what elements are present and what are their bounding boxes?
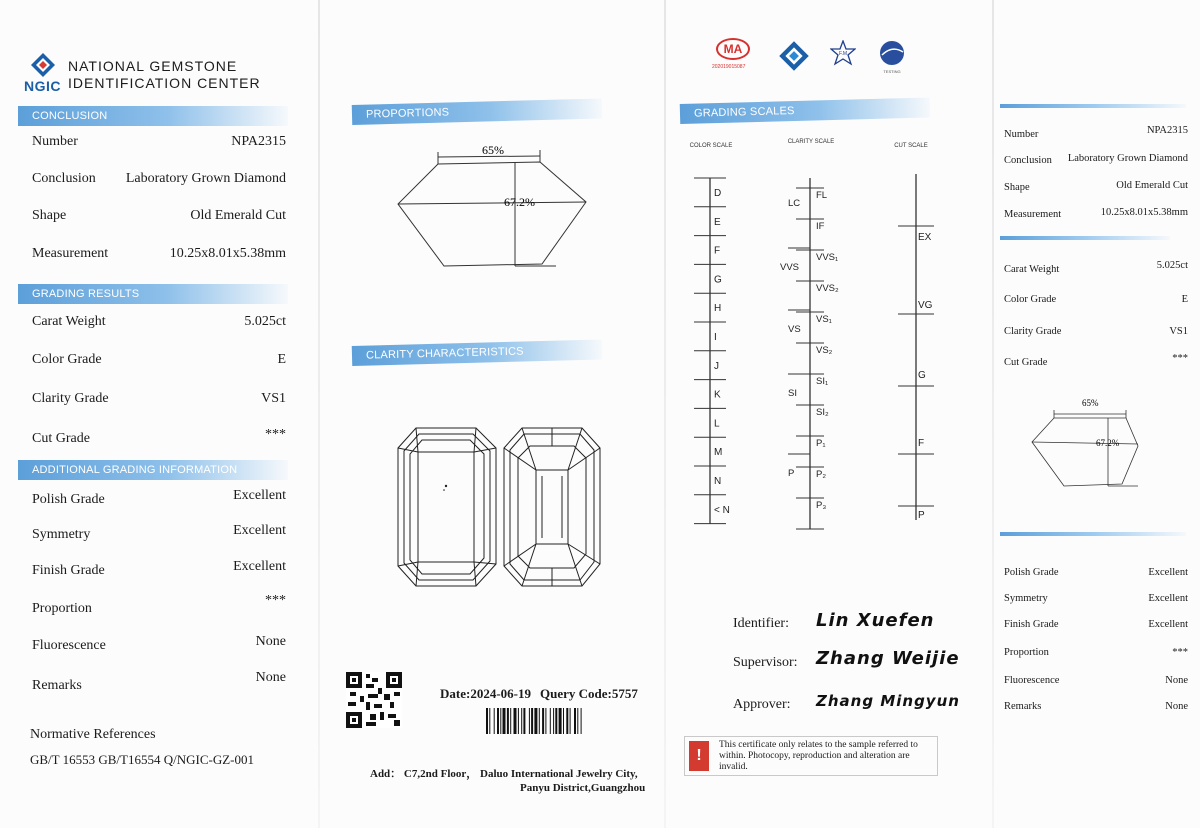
color-grade-label: E bbox=[714, 216, 721, 228]
cut-grade-label: EX bbox=[918, 232, 932, 243]
barcode-bar bbox=[510, 708, 511, 734]
barcode-bar bbox=[570, 708, 571, 734]
summary-table-percentage: 65% bbox=[1082, 398, 1099, 408]
clarity-group-label: VS bbox=[788, 324, 801, 335]
clarity-group-label: LC bbox=[788, 198, 801, 209]
summary-label: Shape bbox=[1004, 182, 1030, 193]
approver-signature: Zhang Mingyun bbox=[816, 692, 960, 710]
summary-value: Excellent bbox=[1148, 567, 1188, 578]
summary-label: Symmetry bbox=[1004, 593, 1048, 604]
barcode-bar bbox=[581, 708, 582, 734]
field-row bbox=[32, 427, 286, 451]
summary-label: Remarks bbox=[1004, 701, 1042, 712]
normative-references-codes: GB/T 16553 GB/T16554 Q/NGIC-GZ-001 bbox=[30, 752, 255, 767]
summary-value: Excellent bbox=[1148, 593, 1188, 604]
summary-row bbox=[1004, 125, 1188, 145]
query-code: Query Code:5757 bbox=[540, 686, 638, 701]
field-row bbox=[32, 670, 286, 698]
identifier-signature: Lin Xuefen bbox=[816, 610, 935, 631]
color-grade-label: G bbox=[714, 274, 722, 286]
address-line2: Panyu District,Guangzhou bbox=[520, 782, 646, 794]
field-label: Measurement bbox=[32, 246, 109, 261]
clarity-grade-label: VVS₁ bbox=[816, 252, 839, 263]
brand-name-line1: NATIONAL GEMSTONE bbox=[68, 58, 238, 74]
barcode-icon bbox=[486, 708, 628, 734]
field-value: *** bbox=[265, 427, 286, 442]
summary-label: Number bbox=[1004, 129, 1039, 140]
ma-mark-icon: MA bbox=[716, 38, 750, 60]
summary-row bbox=[1004, 155, 1188, 171]
field-label: Remarks bbox=[32, 678, 82, 693]
summary-value: Old Emerald Cut bbox=[1116, 180, 1188, 191]
color-grade-label: K bbox=[714, 389, 721, 401]
identifier-label: Identifier: bbox=[733, 616, 789, 631]
address-line1: Add： C7,2nd Floor， Daluo International Jewelry City, bbox=[370, 768, 638, 780]
barcode-bar bbox=[531, 708, 533, 734]
barcode-bar bbox=[566, 708, 568, 734]
field-value: VS1 bbox=[261, 391, 286, 406]
warning-icon: ! bbox=[689, 741, 709, 771]
approver-label: Approver: bbox=[733, 697, 791, 712]
barcode-bar bbox=[577, 708, 578, 734]
barcode-bar bbox=[553, 708, 554, 734]
summary-label: Clarity Grade bbox=[1004, 326, 1062, 337]
field-label: Carat Weight bbox=[32, 314, 106, 329]
fm-star-mark-icon bbox=[830, 40, 856, 68]
testing-globe-mark-icon bbox=[876, 40, 908, 76]
cut-grade-label: P bbox=[918, 510, 925, 521]
summary-label: Measurement bbox=[1004, 209, 1062, 220]
barcode-bar bbox=[494, 708, 495, 734]
field-value: Excellent bbox=[233, 488, 286, 503]
clarity-grade-label: VVS₂ bbox=[816, 283, 839, 294]
section-bar-grading-scales: GRADING SCALES bbox=[680, 97, 930, 124]
color-grade-label: < N bbox=[714, 504, 730, 516]
barcode-bar bbox=[529, 708, 530, 734]
supervisor-signature: Zhang Weijie bbox=[816, 648, 960, 669]
field-label: Polish Grade bbox=[32, 492, 105, 507]
summary-value: None bbox=[1165, 675, 1188, 686]
notice-text: This certificate only relates to the sample referred to within. Photocopy, reproduction and alteration are invalid. bbox=[719, 740, 918, 772]
field-value: None bbox=[255, 634, 286, 649]
brand-name-line2: IDENTIFICATION CENTER bbox=[68, 75, 261, 91]
field-row bbox=[32, 246, 286, 266]
summary-row bbox=[1004, 647, 1188, 663]
field-label: Shape bbox=[32, 208, 67, 223]
testing-mark-label: TESTING bbox=[883, 69, 901, 74]
field-label: Clarity Grade bbox=[32, 391, 109, 406]
barcode-bar bbox=[507, 708, 509, 734]
barcode-bar bbox=[539, 708, 540, 734]
fold-line bbox=[664, 0, 666, 828]
field-row bbox=[32, 134, 286, 154]
field-row bbox=[32, 559, 286, 583]
brand-header bbox=[24, 52, 284, 92]
summary-label: Carat Weight bbox=[1004, 264, 1060, 275]
brand-abbr: NGIC bbox=[24, 78, 61, 94]
summary-value: 10.25x8.01x5.38mm bbox=[1100, 207, 1188, 218]
summary-value: None bbox=[1165, 701, 1188, 712]
field-label: Finish Grade bbox=[32, 563, 105, 578]
barcode-bar bbox=[550, 708, 551, 734]
color-grade-label: H bbox=[714, 303, 722, 315]
barcode-bar bbox=[497, 708, 499, 734]
cut-grade-label: G bbox=[918, 370, 926, 381]
clarity-scale-title: CLARITY SCALE bbox=[787, 139, 835, 145]
summary-label: Color Grade bbox=[1004, 294, 1057, 305]
clarity-group-label: SI bbox=[788, 388, 797, 399]
fold-line bbox=[318, 0, 320, 828]
field-label: Number bbox=[32, 134, 78, 149]
field-label: Symmetry bbox=[32, 527, 91, 542]
field-label: Conclusion bbox=[32, 171, 96, 186]
color-grade-label: F bbox=[714, 245, 721, 257]
barcode-bar bbox=[534, 708, 537, 734]
section-bar-conclusion: CONCLUSION bbox=[18, 106, 288, 126]
grading-scales-chart bbox=[680, 160, 960, 535]
summary-label: Fluorescence bbox=[1004, 675, 1060, 686]
summary-depth-percentage: 67.2% bbox=[1096, 438, 1120, 448]
summary-value: Excellent bbox=[1148, 619, 1188, 630]
ngic-diamond-logo-icon bbox=[778, 40, 810, 72]
validity-notice bbox=[684, 736, 938, 776]
summary-value: *** bbox=[1172, 647, 1188, 658]
clarity-grade-label: SI₂ bbox=[816, 407, 829, 418]
summary-value: Laboratory Grown Diamond bbox=[1067, 153, 1188, 164]
summary-value: 5.025ct bbox=[1156, 260, 1188, 271]
summary-row bbox=[1004, 353, 1188, 373]
barcode-bar bbox=[563, 708, 564, 734]
field-label: Fluorescence bbox=[32, 638, 106, 653]
summary-value: NPA2315 bbox=[1146, 125, 1188, 136]
summary-row bbox=[1004, 701, 1188, 717]
barcode-bar bbox=[542, 708, 544, 734]
fm-mark-label: F.M bbox=[838, 51, 848, 57]
summary-row bbox=[1004, 675, 1188, 691]
color-grade-label: N bbox=[714, 476, 722, 487]
summary-proportion-diagram bbox=[1024, 394, 1142, 490]
color-grade-label: I bbox=[714, 332, 717, 343]
barcode-bar bbox=[521, 708, 522, 734]
barcode-bar bbox=[503, 708, 506, 734]
summary-row bbox=[1004, 567, 1188, 583]
summary-divider bbox=[1000, 532, 1186, 536]
summary-row bbox=[1004, 182, 1188, 198]
normative-references-title: Normative References bbox=[30, 727, 156, 742]
clarity-grade-label: IF bbox=[816, 221, 825, 232]
summary-row bbox=[1004, 294, 1188, 310]
summary-label: Finish Grade bbox=[1004, 619, 1059, 630]
clarity-plot-diagram bbox=[396, 424, 602, 592]
field-value: NPA2315 bbox=[231, 134, 286, 149]
field-value: E bbox=[277, 352, 286, 367]
proportion-diagram bbox=[390, 140, 590, 270]
clarity-grade-label: P₂ bbox=[816, 469, 827, 480]
field-value: 10.25x8.01x5.38mm bbox=[169, 246, 286, 261]
field-row bbox=[32, 488, 286, 512]
section-bar-additional: ADDITIONAL GRADING INFORMATION bbox=[18, 460, 288, 480]
color-grade-label: J bbox=[714, 360, 719, 372]
field-row bbox=[32, 593, 286, 621]
field-row bbox=[32, 634, 286, 658]
section-bar-grading-results: GRADING RESULTS bbox=[18, 284, 288, 304]
summary-label: Conclusion bbox=[1004, 155, 1052, 166]
field-value: Laboratory Grown Diamond bbox=[125, 171, 286, 186]
field-value: None bbox=[255, 670, 286, 685]
field-value: 5.025ct bbox=[244, 314, 286, 329]
barcode-bar bbox=[559, 708, 562, 734]
color-grade-label: M bbox=[714, 447, 723, 459]
summary-label: Polish Grade bbox=[1004, 567, 1059, 578]
color-scale-title: COLOR SCALE bbox=[689, 143, 733, 149]
field-value: Excellent bbox=[233, 559, 286, 574]
summary-label: Cut Grade bbox=[1004, 357, 1048, 368]
field-row bbox=[32, 171, 286, 191]
field-row bbox=[32, 314, 286, 334]
issue-date: Date:2024-06-19 bbox=[440, 686, 531, 701]
ma-cert-mark bbox=[712, 38, 752, 72]
summary-row bbox=[1004, 209, 1188, 225]
depth-percentage: 67.2% bbox=[504, 195, 535, 209]
field-value: *** bbox=[265, 593, 286, 608]
barcode-bar bbox=[489, 708, 490, 734]
field-row bbox=[32, 208, 286, 228]
clarity-grade-label: SI₁ bbox=[816, 376, 829, 387]
field-label: Cut Grade bbox=[32, 431, 90, 446]
barcode-bar bbox=[545, 708, 546, 734]
clarity-grade-label: VS₂ bbox=[816, 345, 833, 356]
summary-value: E bbox=[1181, 294, 1188, 305]
color-grade-label: L bbox=[714, 418, 720, 430]
field-value: Excellent bbox=[233, 523, 286, 538]
clarity-grade-label: VS₁ bbox=[816, 314, 832, 325]
summary-row bbox=[1004, 326, 1188, 342]
summary-value: VS1 bbox=[1169, 326, 1188, 337]
barcode-bar bbox=[514, 708, 517, 734]
cut-grade-label: F bbox=[918, 438, 925, 449]
summary-row bbox=[1004, 260, 1188, 280]
section-bar-proportions: PROPORTIONS bbox=[352, 98, 602, 125]
cut-scale-title: CUT SCALE bbox=[894, 143, 928, 149]
clarity-group-label: P bbox=[788, 468, 795, 479]
clarity-grade-label: P₁ bbox=[816, 438, 826, 449]
summary-value: *** bbox=[1172, 353, 1188, 364]
field-label: Proportion bbox=[32, 601, 92, 616]
ma-mark-number: 202019015087 bbox=[712, 64, 746, 70]
clarity-group-label: VVS bbox=[780, 262, 800, 273]
cut-grade-label: VG bbox=[918, 300, 933, 311]
barcode-bar bbox=[486, 708, 488, 734]
barcode-bar bbox=[555, 708, 557, 734]
field-row bbox=[32, 523, 286, 547]
field-row bbox=[32, 391, 286, 411]
fold-line bbox=[992, 0, 994, 828]
summary-label: Proportion bbox=[1004, 647, 1049, 658]
table-percentage: 65% bbox=[482, 143, 504, 157]
summary-divider bbox=[1000, 104, 1186, 108]
section-bar-clarity: CLARITY CHARACTERISTICS bbox=[352, 339, 602, 366]
field-value: Old Emerald Cut bbox=[190, 208, 286, 223]
barcode-bar bbox=[574, 708, 576, 734]
barcode-bar bbox=[523, 708, 525, 734]
barcode-bar bbox=[500, 708, 501, 734]
supervisor-label: Supervisor: bbox=[733, 655, 798, 670]
field-label: Color Grade bbox=[32, 352, 102, 367]
qr-code-icon bbox=[346, 672, 402, 728]
summary-row bbox=[1004, 619, 1188, 635]
summary-divider bbox=[1000, 236, 1170, 240]
ngic-diamond-logo-icon bbox=[30, 52, 56, 78]
field-row bbox=[32, 352, 286, 372]
barcode-bar bbox=[518, 708, 519, 734]
clarity-grade-label: FL bbox=[816, 190, 828, 201]
summary-row bbox=[1004, 593, 1188, 609]
clarity-grade-label: P₃ bbox=[816, 500, 827, 511]
color-grade-label: D bbox=[714, 188, 722, 199]
